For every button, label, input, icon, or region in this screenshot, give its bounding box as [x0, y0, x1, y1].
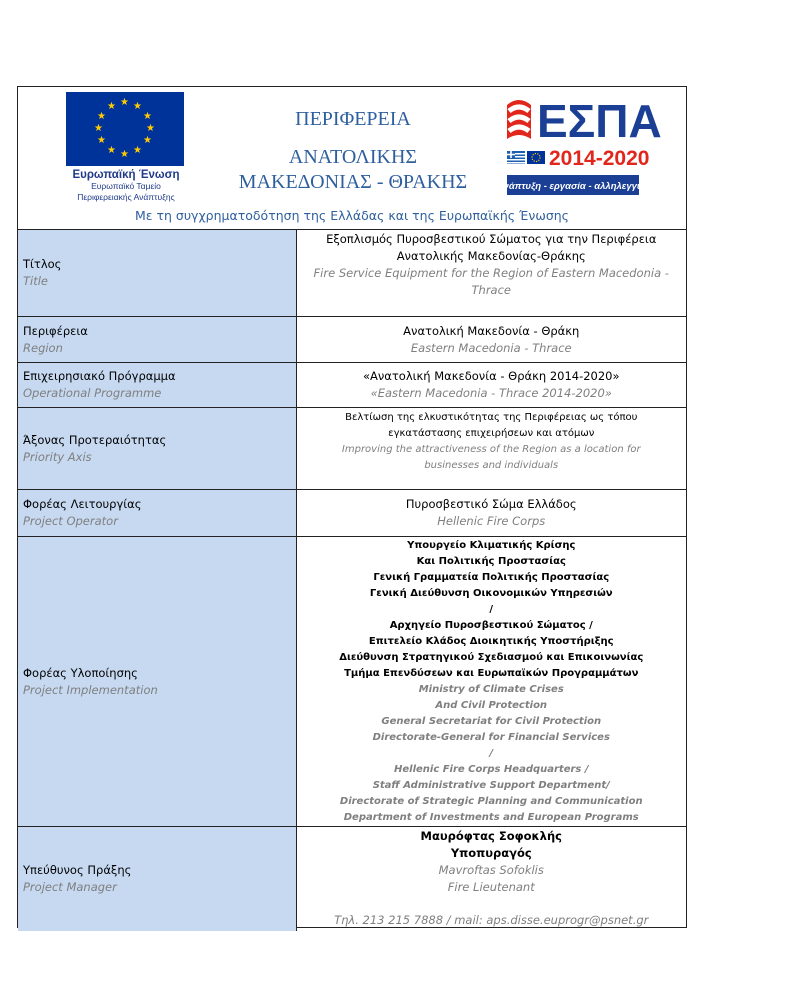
- value-manager-name-gr: Μαυρόφτας Σοφοκλής: [420, 829, 562, 843]
- label-operator-gr: Φορέας Λειτουργίας: [23, 497, 142, 511]
- value-impl-en-line4: Directorate-General for Financial Services: [372, 732, 610, 743]
- header: [18, 87, 686, 229]
- row-priority: [18, 408, 686, 490]
- espa-logo: [497, 91, 662, 201]
- label-implementation-en: Project Implementation: [23, 682, 158, 697]
- label-cell: [18, 408, 296, 490]
- label-region-en: Region: [23, 340, 63, 355]
- value-region-en: Eastern Macedonia - Thrace: [410, 340, 572, 355]
- value-priority-gr-line2: εγκατάστασης επιχειρήσεων και ατόμων: [388, 428, 595, 439]
- value-title-gr-line1: Εξοπλισμός Πυροσβεστικού Σώματος για την Περιφέρεια: [326, 232, 657, 246]
- value-impl-gr-line8: Διεύθυνση Στρατηγικού Σχεδιασμού και Επικοινωνίας: [339, 652, 644, 663]
- region-title-line3: ΜΑΚΕΔΟΝΙΑΣ - ΘΡΑΚΗΣ: [238, 171, 468, 193]
- value-operator-en: Hellenic Fire Corps: [437, 514, 546, 528]
- eu-mini-flag-icon: [527, 151, 545, 164]
- label-cell: [18, 230, 296, 317]
- value-title-en-line1: Fire Service Equipment for the Region of Eastern Macedonia -: [313, 266, 669, 280]
- label-manager-gr: Υπεύθυνος Πράξης: [23, 862, 132, 877]
- eu-name: Ευρωπαϊκή Ένωση: [72, 169, 180, 181]
- label-cell: [18, 363, 296, 408]
- spacer: [297, 896, 687, 912]
- value-impl-gr-line9: Τμήμα Επενδύσεων και Ευρωπαϊκών Προγραμμάτων: [344, 668, 639, 679]
- label-cell: [18, 537, 296, 827]
- project-info-table: [18, 229, 686, 931]
- value-programme-gr: «Ανατολική Μακεδονία - Θράκη 2014-2020»: [362, 369, 620, 383]
- value-impl-en-line8: Directorate of Strategic Planning and Communication: [339, 796, 643, 807]
- espa-tagline: ανάπτυξη - εργασία - αλληλεγγύη: [497, 181, 649, 192]
- cofinancing-caption: Με τη συγχρηματοδότηση της Ελλάδας και της Ευρωπαϊκής Ένωσης: [134, 208, 570, 223]
- value-impl-en-line9: Department of Investments and European Programs: [343, 812, 639, 823]
- label-priority-en: Priority Axis: [23, 449, 92, 464]
- label-title-en: Title: [23, 274, 48, 288]
- value-cell: [296, 363, 686, 408]
- value-impl-gr-line2: Και Πολιτικής Προστασίας: [416, 556, 566, 567]
- label-title-gr: Τίτλος: [23, 257, 62, 271]
- value-cell: [296, 537, 686, 827]
- value-impl-gr-line4: Γενική Διεύθυνση Οικονομικών Υπηρεσιών: [369, 588, 613, 599]
- value-impl-en-line6: Hellenic Fire Corps Headquarters /: [393, 764, 589, 775]
- row-programme: [18, 363, 686, 408]
- value-cell: [296, 827, 686, 931]
- value-impl-gr-line1: Υπουργείο Κλιματικής Κρίσης: [407, 540, 576, 551]
- row-region: [18, 317, 686, 363]
- value-impl-gr-line5: /: [489, 604, 494, 615]
- espa-wave-icon: [507, 100, 531, 139]
- label-cell: [18, 490, 296, 537]
- value-impl-gr-line3: Γενική Γραμματεία Πολιτικής Προστασίας: [373, 572, 610, 583]
- value-cell: [296, 490, 686, 537]
- value-impl-gr-line6: Αρχηγείο Πυροσβεστικού Σώματος /: [389, 620, 593, 631]
- label-region-gr: Περιφέρεια: [23, 323, 88, 338]
- eu-fund-line2: Περιφερειακής Ανάπτυξης: [77, 192, 175, 202]
- eu-flag-icon: ★ ★ ★ ★ ★ ★ ★ ★ ★ ★ ★ ★: [66, 92, 184, 166]
- row-title: [18, 230, 686, 317]
- value-cell: [296, 408, 686, 490]
- value-impl-en-line5: /: [489, 748, 494, 759]
- eu-fund-line1: Ευρωπαϊκό Ταμείο: [91, 181, 161, 191]
- value-impl-en-line1: Ministry of Climate Crises: [418, 684, 564, 695]
- value-impl-en-line7: Staff Administrative Support Department/: [372, 780, 610, 791]
- region-title: [208, 105, 498, 194]
- value-cell: [296, 230, 686, 317]
- value-impl-gr-line7: Επιτελείο Κλάδος Διοικητικής Υποστήριξης: [368, 636, 614, 647]
- label-cell: [18, 317, 296, 363]
- label-cell: [18, 827, 296, 931]
- value-manager-rank-en: Fire Lieutenant: [447, 880, 535, 894]
- value-impl-en-line2: And Civil Protection: [435, 700, 548, 711]
- value-programme-en: «Eastern Macedonia - Thrace 2014-2020»: [370, 386, 612, 400]
- value-title-gr-line2: Ανατολικής Μακεδονίας-Θράκης: [396, 249, 586, 263]
- espa-years: 2014-2020: [549, 147, 650, 170]
- value-impl-en-line3: General Secretariat for Civil Protection: [381, 716, 602, 727]
- label-implementation-gr: Φορέας Υλοποίησης: [23, 665, 138, 680]
- document-frame: [17, 86, 687, 928]
- row-manager: [18, 827, 686, 931]
- value-title-en-line2: Thrace: [471, 283, 511, 297]
- value-manager-name-en: Mavroftas Sofoklis: [438, 863, 544, 877]
- label-priority-gr: Άξονας Προτεραιότητας: [23, 432, 167, 447]
- value-operator-gr: Πυροσβεστικό Σώμα Ελλάδος: [405, 497, 577, 511]
- value-priority-en-line1: Improving the attractiveness of the Region as a location for: [341, 444, 641, 455]
- espa-wordmark: ΕΣΠΑ: [537, 95, 662, 147]
- row-operator: [18, 490, 686, 537]
- value-manager-contact: Τηλ. 213 215 7888 / mail: aps.disse.euprogr@psnet.gr: [334, 913, 649, 927]
- label-programme-gr: Επιχειρησιακό Πρόγραμμα: [23, 369, 176, 383]
- value-priority-en-line2: businesses and individuals: [424, 460, 559, 471]
- row-implementation: [18, 537, 686, 827]
- value-region-gr: Ανατολική Μακεδονία - Θράκη: [403, 323, 580, 338]
- value-manager-rank-gr: Υποπυραγός: [450, 846, 532, 860]
- label-manager-en: Project Manager: [23, 879, 117, 894]
- region-title-line1: ΠΕΡΙΦΕΡΕΙΑ: [295, 108, 411, 130]
- label-programme-en: Operational Programme: [23, 386, 162, 400]
- greek-flag-icon: [507, 151, 525, 164]
- label-operator-en: Project Operator: [23, 514, 118, 528]
- value-priority-gr-line1: Βελτίωση της ελκυστικότητας της Περιφέρειας ως τόπου: [345, 412, 638, 423]
- eu-logo: [66, 92, 186, 203]
- region-title-line2: ΑΝΑΤΟΛΙΚΗΣ: [288, 146, 418, 168]
- value-cell: [296, 317, 686, 363]
